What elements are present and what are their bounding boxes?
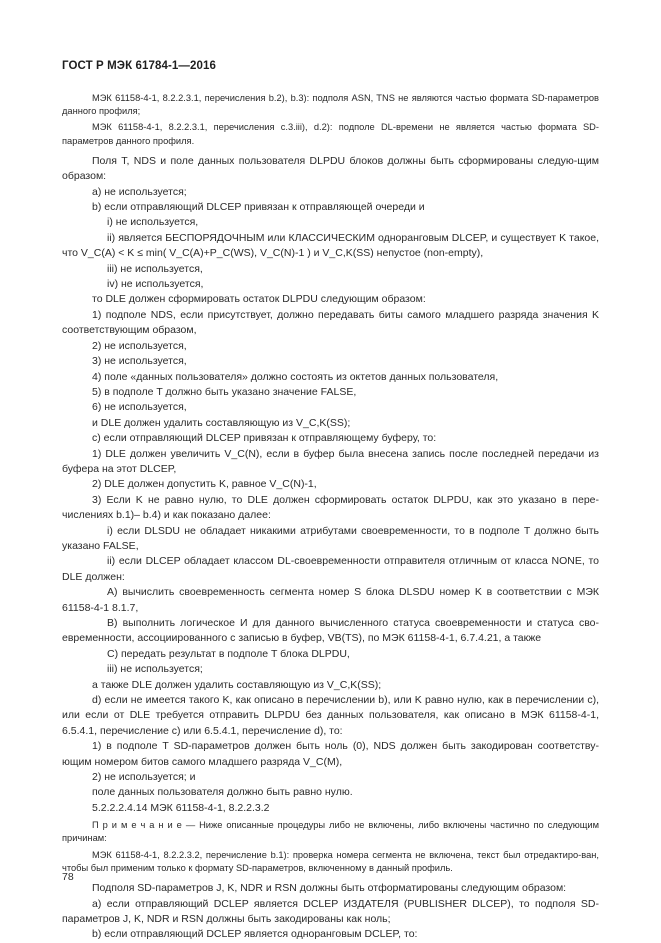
list-item: B) выполнить логическое И для данного вычисленного статуса своевременности и статуса сво-евременности, ассоциированного с записью в буфер, VB(TS), по МЭК 61158-4-1, 6.7.4.21, а также xyxy=(62,617,599,645)
list-item: ii) является БЕСПОРЯДОЧНЫМ или КЛАССИЧЕСКИМ одноранговым DLCEP, и существует K такое, что V_C(A) < K ≤ min( V_C(A)+P_C(WS), V_C(N)-1 ) и V_C,K(SS) непустое (non-empty), xyxy=(62,231,599,260)
list-item: 2) DLE должен допустить K, равное V_C(N)-1, xyxy=(92,478,317,491)
document-header: ГОСТ Р МЭК 61784-1—2016 xyxy=(62,60,216,72)
paragraph: Подполя SD-параметров J, K, NDR и RSN должны быть отформатированы следующим образом: xyxy=(92,882,567,895)
list-item: d) если не имеется такого K, как описано в перечислении b), или K равно нулю, как в перечислении c), или если от DLE требуется отправить DLPDU без данных пользователя, как описано в МЭК 61158-4-1, 6.5.4.1, перечисление c) или 6.5.4.1, перечисление d), то: xyxy=(62,694,599,737)
paragraph: а также DLE должен удалить составляющую из V_C,K(SS); xyxy=(92,678,382,691)
list-item: iv) не используется, xyxy=(107,278,204,291)
note: П р и м е ч а н и е — Ниже описанные процедуры либо не включены, либо включены частично по следующим причинам: xyxy=(62,820,599,844)
list-item: b) если отправляющий DLCEP привязан к отправляющей очереди и xyxy=(92,201,425,214)
page-body xyxy=(62,92,599,943)
list-item: 3) Если K не равно нулю, то DLE должен сформировать остаток DLPDU, как это указано в пере-числениях b.1)– b.4) и как показано далее: xyxy=(62,493,599,522)
paragraph: Поля T, NDS и поле данных пользователя DLPDU блоков должны быть сформированы следую-щим образом: xyxy=(62,154,599,183)
list-item: 2) не используется; и xyxy=(92,771,196,784)
list-item: 5) в подполе T должно быть указано значение FALSE, xyxy=(92,385,357,398)
list-item: c) если отправляющий DLCEP привязан к отправляющему буферу, то: xyxy=(92,432,437,445)
list-item: 2) не используется, xyxy=(92,339,187,352)
paragraph: поле данных пользователя должно быть равно нулю. xyxy=(92,786,353,799)
list-item: iii) не используется, xyxy=(107,262,203,275)
paragraph: МЭК 61158-4-1, 8.2.2.3.1, перечисления c.3.iii), d.2): подполе DL-времени не является частью формата SD-параметров данного профиля. xyxy=(62,122,599,146)
list-item: i) если DLSDU не обладает никакими атрибутами своевременности, то в подполе T должно быть указано FALSE, xyxy=(62,524,599,552)
paragraph: и DLE должен удалить составляющую из V_C,K(SS); xyxy=(92,416,351,429)
list-item: iii) не используется; xyxy=(107,663,203,676)
section-heading: 5.2.2.2.4.14 МЭК 61158-4-1, 8.2.2.3.2 xyxy=(92,801,270,814)
list-item: a) если отправляющий DCLEP является DCLEP ИЗДАТЕЛЯ (PUBLISHER DLCEP), то подполя SD-параметров J, K, NDR и RSN должны быть закодированы как ноль; xyxy=(62,897,599,925)
page-number: 78 xyxy=(62,871,74,883)
list-item: C) передать результат в подполе T блока DLPDU, xyxy=(107,647,350,660)
list-item: 1) в подполе T SD-параметров должен быть ноль (0), NDS должен быть закодирован соответству-ющим номером битов самого младшего разряда V_C(M), xyxy=(62,740,599,768)
list-item: 6) не используется, xyxy=(92,401,187,414)
note-detail: МЭК 61158-4-1, 8.2.2.3.2, перечисление b.1): проверка номера сегмента не включена, текст был отредактиро-ван, чтобы был применим только к формату SD-параметров, включенному в данный профиль. xyxy=(62,849,599,873)
list-item: a) не используется; xyxy=(92,185,187,198)
paragraph: МЭК 61158-4-1, 8.2.2.3.1, перечисления b.2), b.3): подполя ASN, TNS не являются частью формата SD-параметров данного профиля; xyxy=(62,93,599,117)
list-item: i) не используется, xyxy=(107,216,199,229)
list-item: 1) DLE должен увеличить V_C(N), если в буфер была внесена запись после последней передачи из буфера на этот DLCEP, xyxy=(62,447,599,475)
list-item: 1) подполе NDS, если присутствует, должно передавать биты самого младшего разряда значения K соответствующим образом, xyxy=(62,308,599,337)
list-item: 3) не используется, xyxy=(92,355,187,368)
list-item: A) вычислить своевременность сегмента номер S блока DLSDU номер K в соответствии с МЭК 61158-4-1 8.1.7, xyxy=(62,586,599,614)
paragraph: то DLE должен сформировать остаток DLPDU следующим образом: xyxy=(92,293,426,306)
list-item: 4) поле «данных пользователя» должно состоять из октетов данных пользователя, xyxy=(92,370,499,383)
list-item: b) если отправляющий DCLEP является одноранговым DCLEP, то: xyxy=(92,928,418,941)
list-item: ii) если DLCEP обладает классом DL-своевременности отправителя отличным от класса NONE, то DLE должен: xyxy=(62,555,599,583)
